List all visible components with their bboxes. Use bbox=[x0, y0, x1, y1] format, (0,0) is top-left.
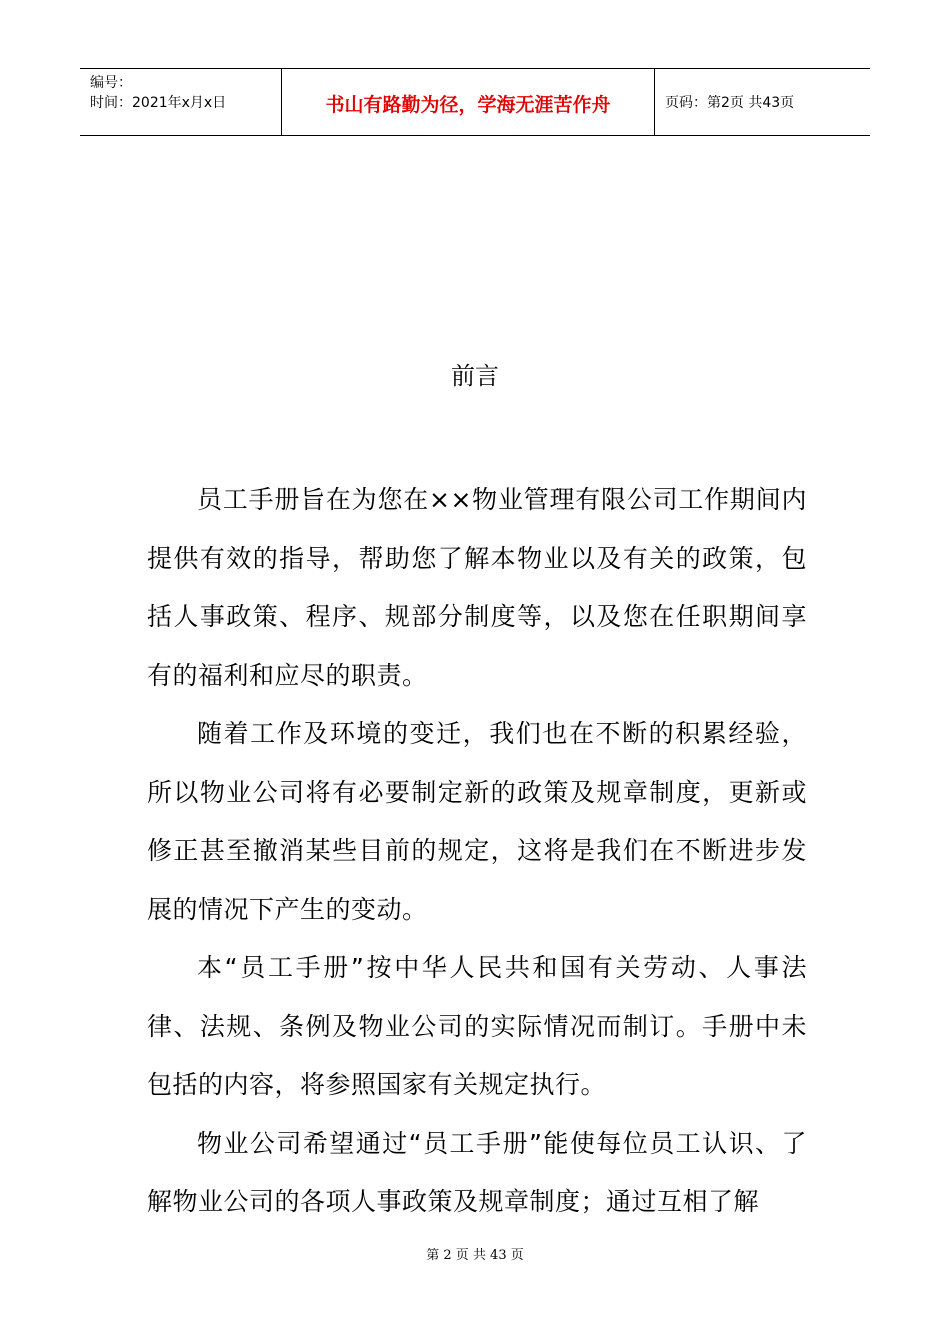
page-title: 前言 bbox=[451, 362, 499, 390]
paragraph: 本“员工手册”按中华人民共和国有关劳动、人事法律、法规、条例及物业公司的实际情况而制订。手册中未包括的内容，将参照国家有关规定执行。 bbox=[147, 953, 807, 1099]
paragraph: 员工手册旨在为您在××物业管理有限公司工作期间内提供有效的指导，帮助您了解本物业以及有关的政策，包括人事政策、程序、规部分制度等，以及您在任职期间享有的福利和应尽的职责。 bbox=[147, 485, 807, 690]
page-footer: 第 2 页 共 43 页 bbox=[426, 1248, 524, 1263]
date-label: 时间：2021年x月x日 bbox=[90, 95, 227, 111]
paragraph: 随着工作及环境的变迁，我们也在不断的积累经验，所以物业公司将有必要制定新的政策及规章制度，更新或修正甚至撤消某些目前的规定，这将是我们在不断进步发展的情况下产生的变动。 bbox=[147, 719, 807, 924]
paragraph: 物业公司希望通过“员工手册”能使每位员工认识、了解物业公司的各项人事政策及规章制度；通过互相了解 bbox=[147, 1128, 807, 1216]
header-meta bbox=[80, 69, 282, 135]
number-label: 编号： bbox=[90, 75, 132, 91]
page-header bbox=[80, 68, 870, 136]
header-motto: 书山有路勤为径，学海无涯苦作舟 bbox=[282, 69, 655, 135]
header-page-info: 页码：第2页 共43页 bbox=[665, 95, 795, 111]
document-body bbox=[147, 471, 807, 1232]
